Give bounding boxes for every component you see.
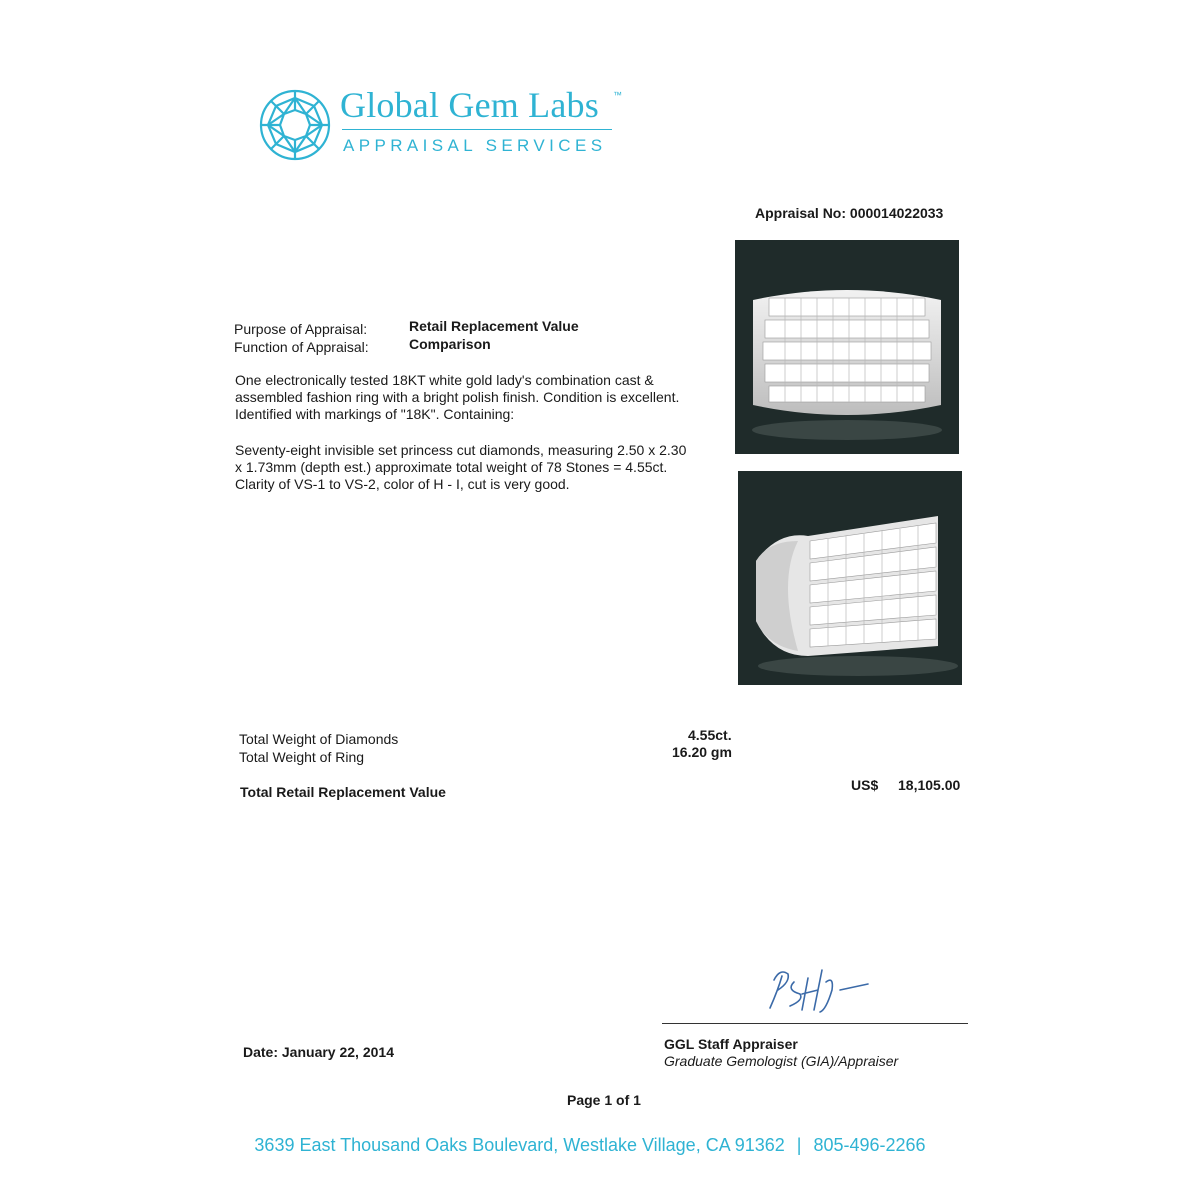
diamond-weight-value: 4.55ct. xyxy=(688,727,732,743)
ring-photo-side xyxy=(738,471,962,685)
appraiser-signature xyxy=(760,960,880,1020)
ring-description: One electronically tested 18KT white gold lady's combination cast & assembled fashion ring with a bright polish finish. Condition is excellent. Identified with markings of "18K". Containing: xyxy=(235,372,680,422)
diamond-description: Seventy-eight invisible set princess cut diamonds, measuring 2.50 x 2.30 x 1.73mm (depth est.) approximate total weight of 78 Stones = 4.55ct. Clarity of VS-1 to VS-2, color of H - I, cut is very good. xyxy=(235,442,687,492)
appraiser-title: GGL Staff Appraiser xyxy=(664,1036,798,1052)
purpose-value: Retail Replacement Value xyxy=(409,318,579,334)
brand-divider xyxy=(342,129,612,130)
page-number: Page 1 of 1 xyxy=(567,1092,641,1108)
brand-tagline: APPRAISAL SERVICES xyxy=(343,136,607,155)
ring-weight-label: Total Weight of Ring xyxy=(239,749,365,765)
purpose-label: Purpose of Appraisal: xyxy=(234,321,368,337)
ring-weight-value: 16.20 gm xyxy=(672,744,732,760)
appraiser-credential: Graduate Gemologist (GIA)/Appraiser xyxy=(664,1053,899,1069)
function-label: Function of Appraisal: xyxy=(234,339,369,355)
appraisal-date: Date: January 22, 2014 xyxy=(243,1044,394,1060)
appraisal-number: Appraisal No: 000014022033 xyxy=(755,205,944,221)
ring-photo-front xyxy=(735,240,959,454)
function-value: Comparison xyxy=(409,336,491,352)
footer-contact xyxy=(0,1135,1180,1156)
signature-line xyxy=(662,1023,968,1024)
footer-separator: | xyxy=(796,1135,802,1155)
currency-code: US$ xyxy=(851,777,879,793)
footer-phone: 805-496-2266 xyxy=(813,1135,926,1155)
diamond-weight-label: Total Weight of Diamonds xyxy=(239,731,399,747)
total-value-label: Total Retail Replacement Value xyxy=(240,784,446,800)
total-value-amount: 18,105.00 xyxy=(898,777,961,793)
footer-address: 3639 East Thousand Oaks Boulevard, Westlake Village, CA 91362 xyxy=(254,1135,785,1155)
gem-outline-icon xyxy=(258,88,332,162)
brand-name: Global Gem Labs xyxy=(340,85,599,125)
trademark-symbol: ™ xyxy=(613,90,622,100)
